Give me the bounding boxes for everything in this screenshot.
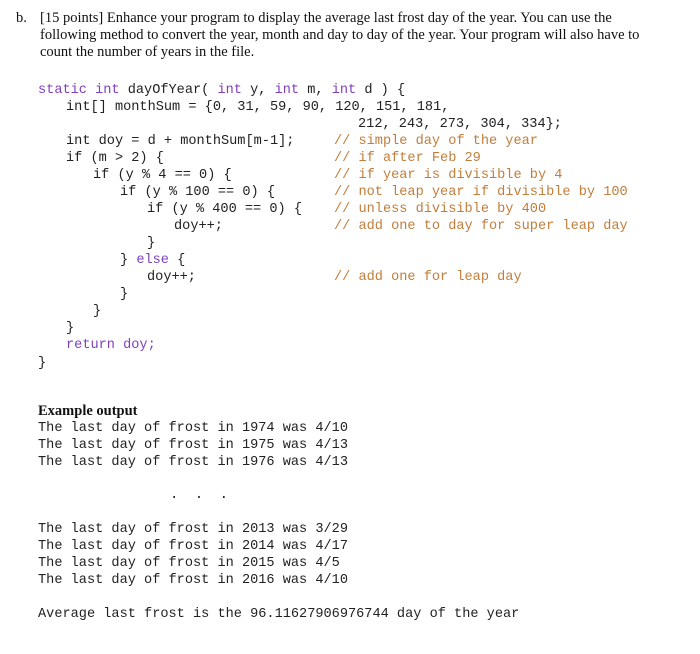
output-line-7: The last day of frost in 2016 was 4/10 xyxy=(38,573,348,588)
output-line-6: The last day of frost in 2015 was 4/5 xyxy=(38,556,340,571)
code-line-14: } xyxy=(93,304,102,319)
output-line-3: The last day of frost in 1976 was 4/13 xyxy=(38,455,348,470)
code-line-9: doy++; xyxy=(174,219,223,234)
code-line-8: if (y % 400 == 0) { xyxy=(147,202,302,217)
code-line-1: static int dayOfYear( int y, int m, int d ) { xyxy=(38,83,406,98)
code-comment-7: // not leap year if divisible by 100 xyxy=(334,185,628,200)
code-comment-9: // add one to day for super leap day xyxy=(334,219,628,234)
code-line-16: return doy; xyxy=(66,338,156,353)
question-label: b. xyxy=(16,10,27,26)
question-text xyxy=(16,10,670,61)
code-comment-12: // add one for leap day xyxy=(334,270,522,285)
output-line-5: The last day of frost in 2014 was 4/17 xyxy=(38,539,348,554)
code-line-13: } xyxy=(120,287,129,302)
question-body: [15 points] Enhance your program to display the average last frost day of the year. You can use the following method to convert the year, month and day to day of the year. Your program will also have to count the number of years in the file. xyxy=(40,10,640,60)
code-line-2: int[] monthSum = {0, 31, 59, 90, 120, 151, 181, xyxy=(66,100,450,115)
code-comment-4: // simple day of the year xyxy=(334,134,538,149)
code-comment-6: // if year is divisible by 4 xyxy=(334,168,563,183)
code-line-11: } else { xyxy=(120,253,186,268)
code-line-3: 212, 243, 273, 304, 334}; xyxy=(358,117,562,132)
ellipsis: . . . xyxy=(170,487,233,503)
code-line-4: int doy = d + monthSum[m-1]; xyxy=(66,134,295,149)
output-line-2: The last day of frost in 1975 was 4/13 xyxy=(38,438,348,453)
code-comment-8: // unless divisible by 400 xyxy=(334,202,547,217)
code-line-5: if (m > 2) { xyxy=(66,151,164,166)
code-line-10: } xyxy=(147,236,156,251)
code-line-17: } xyxy=(38,356,47,371)
code-line-12: doy++; xyxy=(147,270,196,285)
code-line-6: if (y % 4 == 0) { xyxy=(93,168,232,183)
code-line-15: } xyxy=(66,321,75,336)
code-comment-5: // if after Feb 29 xyxy=(334,151,481,166)
average-line: Average last frost is the 96.11627906976744 day of the year xyxy=(38,607,520,622)
code-line-7: if (y % 100 == 0) { xyxy=(120,185,275,200)
example-heading: Example output xyxy=(38,403,138,419)
output-line-1: The last day of frost in 1974 was 4/10 xyxy=(38,421,348,436)
output-line-4: The last day of frost in 2013 was 3/29 xyxy=(38,522,348,537)
